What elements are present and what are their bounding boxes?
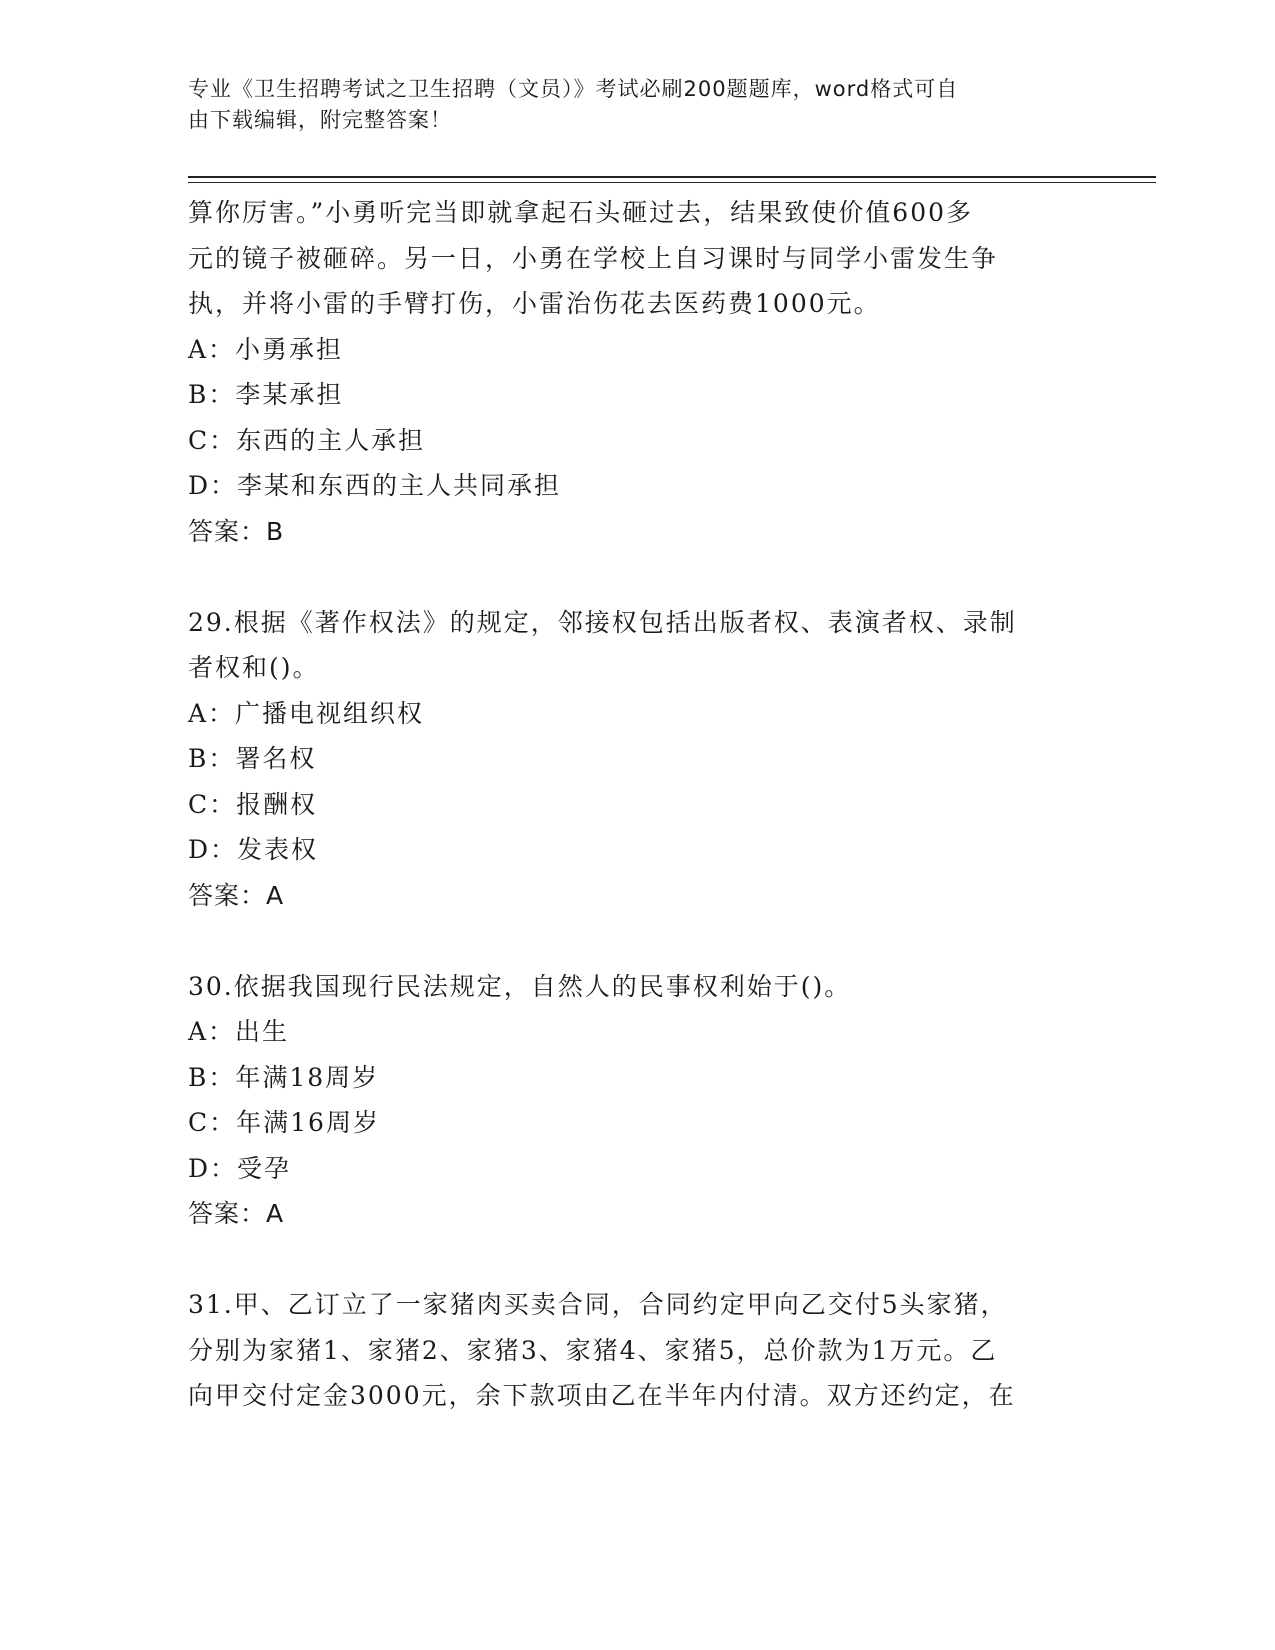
question-spacer	[188, 554, 1088, 600]
option-a: A：小勇承担	[188, 334, 344, 364]
question-29	[188, 600, 1088, 919]
option-d: D：发表权	[188, 835, 319, 864]
option-c: C：报酬权	[188, 789, 318, 819]
answer-label: 答案：A	[188, 1199, 285, 1228]
option-c: C：东西的主人承担	[188, 425, 426, 455]
question-text-line: 元的镜子被砸碎。另一日，小勇在学校上自习课时与同学小雷发生争	[188, 243, 999, 273]
answer-label: 答案：A	[188, 880, 285, 910]
option-b: B：年满18周岁	[188, 1062, 380, 1092]
option-a: A：出生	[188, 1017, 290, 1046]
answer-label: 答案：B	[188, 516, 285, 546]
question-text-line: 29.根据《著作权法》的规定，邻接权包括出版者权、表演者权、录制	[188, 607, 1017, 637]
question-text-line: 者权和()。	[188, 653, 320, 682]
question-text-line: 分别为家猪1、家猪2、家猪3、家猪4、家猪5，总价款为1万元。乙	[188, 1335, 998, 1365]
question-text-line: 30.依据我国现行民法规定，自然人的民事权利始于()。	[188, 971, 852, 1001]
option-b: B：李某承担	[188, 380, 344, 409]
option-c: C：年满16周岁	[188, 1108, 380, 1137]
option-d: D：李某和东西的主人共同承担	[188, 471, 562, 500]
question-spacer	[188, 918, 1088, 964]
question-spacer	[188, 1237, 1088, 1283]
document-header	[188, 74, 1088, 136]
document-body	[188, 190, 1088, 1419]
question-28-continuation	[188, 190, 1088, 554]
question-31	[188, 1282, 1088, 1419]
question-text-line: 算你厉害。”小勇听完当即就拿起石头砸过去，结果致使价值600多	[188, 198, 974, 227]
header-divider-thin	[188, 182, 1156, 183]
question-text-line: 执，并将小雷的手臂打伤，小雷治伤花去医药费1000元。	[188, 289, 881, 318]
header-divider-thick	[188, 176, 1156, 178]
option-a: A：广播电视组织权	[188, 698, 425, 728]
header-line-1: 专业《卫生招聘考试之卫生招聘（文员）》考试必刷200题题库，word格式可自	[188, 77, 959, 101]
question-30	[188, 964, 1088, 1237]
question-text-line: 31.甲、乙订立了一家猪肉买卖合同，合同约定甲向乙交付5头家猪，	[188, 1290, 1008, 1319]
option-b: B：署名权	[188, 744, 317, 773]
header-line-2: 由下载编辑，附完整答案！	[188, 108, 452, 132]
question-text-line: 向甲交付定金3000元，余下款项由乙在半年内付清。双方还约定，在	[188, 1381, 1016, 1410]
option-d: D：受孕	[188, 1153, 292, 1183]
